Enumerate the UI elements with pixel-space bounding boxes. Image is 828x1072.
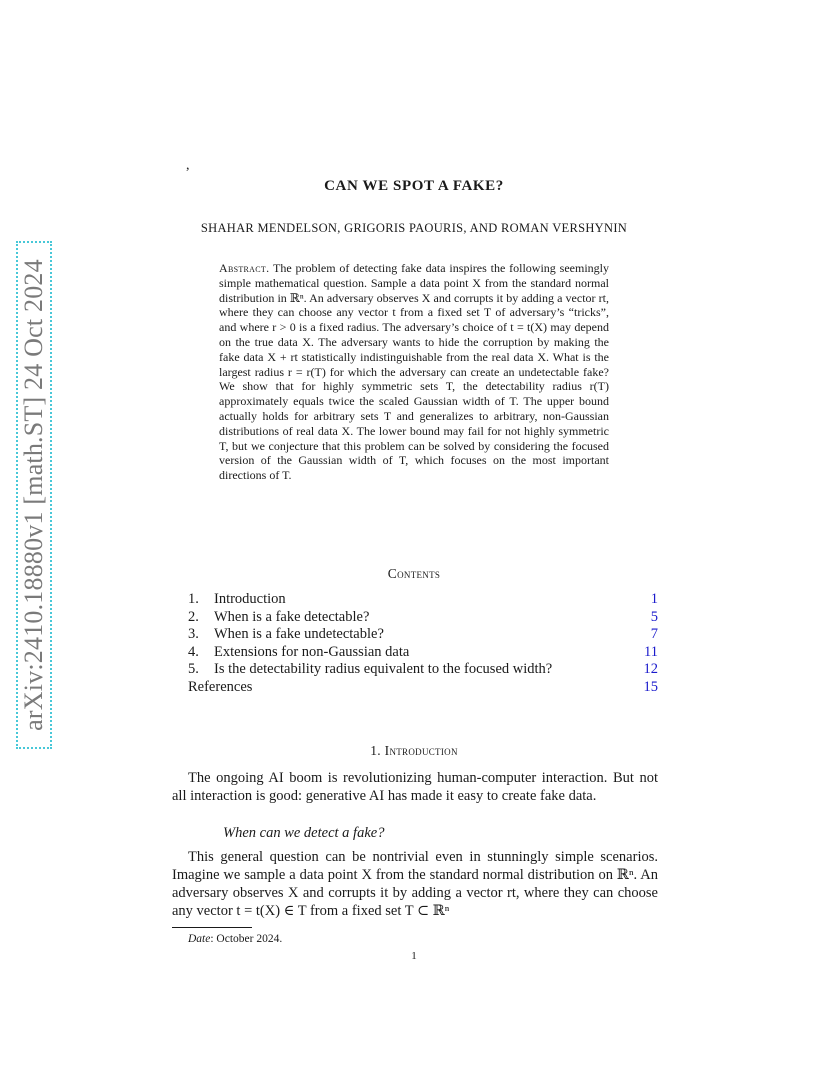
paper-authors: SHAHAR MENDELSON, GRIGORIS PAOURIS, AND ROMAN VERSHYNIN [200, 221, 628, 235]
toc-label: Introduction [214, 591, 286, 607]
toc-label: When is a fake detectable? [214, 608, 370, 625]
section-title: Introduction [384, 743, 458, 758]
intro-question: When can we detect a fake? [223, 825, 385, 841]
toc-page-link[interactable]: 15 [643, 678, 658, 695]
abstract [219, 261, 609, 483]
toc-label: Extensions for non-Gaussian data [214, 643, 410, 660]
toc-page-link[interactable]: 1 [650, 591, 658, 607]
toc-number: 2. [188, 608, 199, 625]
toc-label: When is a fake undetectable? [214, 626, 384, 643]
toc-item[interactable] [188, 609, 658, 627]
toc-number: 3. [188, 626, 199, 643]
toc-page-link[interactable]: 7 [650, 626, 658, 643]
stray-mark: , [186, 158, 190, 173]
arxiv-stamp: arXiv:2410.18880v1 [math.ST] 24 Oct 2024 [19, 259, 48, 731]
footnote-rule [172, 927, 252, 928]
contents-heading: Contents [387, 566, 441, 581]
toc-item[interactable] [188, 679, 658, 697]
paper-title: CAN WE SPOT A FAKE? [324, 178, 504, 194]
toc-item[interactable] [188, 661, 658, 679]
toc-page-link[interactable]: 12 [643, 661, 658, 678]
table-of-contents [188, 591, 658, 697]
section-heading [0, 743, 828, 759]
footnote-label: Date [188, 933, 211, 945]
footnote [188, 933, 282, 945]
toc-item[interactable] [188, 626, 658, 644]
toc-page-link[interactable]: 11 [644, 643, 658, 660]
toc-page-link[interactable]: 5 [650, 608, 658, 625]
toc-label: References [188, 678, 253, 695]
abstract-heading: Abstract. [219, 261, 270, 275]
toc-item[interactable] [188, 591, 658, 609]
toc-item[interactable] [188, 644, 658, 662]
footnote-text: : October 2024. [210, 933, 283, 945]
toc-number: 4. [188, 643, 199, 660]
section-number: 1. [370, 743, 381, 758]
page-number: 1 [411, 950, 417, 962]
toc-number: 1. [188, 591, 199, 607]
toc-label: Is the detectability radius equivalent to the focused width? [214, 661, 553, 678]
abstract-text: The problem of detecting fake data inspires the following seemingly simple mathematical question. Sample a data point X from the standard normal distribution in ℝⁿ. An adversary observes X and corrupts it by adding a vector rt, where they can choose any vector t from a fixed set T of adversary’s “tricks”, and where r > 0 is a fixed radius. The adversary’s choice of t = t(X) may depend on the true data X. The adversary wants to hide the corruption by making the fake data X + rt statistically indistinguishable from the real data X. What is the largest radius r = r(T) for which the adversary can create an undetectable fake? We show that for highly symmetric sets T, the detectability radius r(T) approximately equals twice the scaled Gaussian width of T. The upper bound actually holds for arbitrary sets T and generalizes to arbitrary, non-Gaussian distributions of real data X. The lower bound may fail for not highly symmetric T, but we conjecture that this problem can be solved by considering the focused version of the Gaussian width of T, which focuses on the most important directions of T. [219, 261, 609, 483]
intro-paragraph-1: The ongoing AI boom is revolutionizing human-computer interaction. But not all interaction is good: generative AI has made it easy to create fake data. [172, 770, 658, 804]
toc-number: 5. [188, 661, 199, 678]
intro-paragraph-2: This general question can be nontrivial even in stunningly simple scenarios. Imagine we sample a data point X from the standard normal distribution on ℝⁿ. An adversary observes X and corrupts it by adding a vector rt, where they can choose any vector t = t(X) ∈ T from a fixed set T ⊂ ℝⁿ [172, 849, 658, 919]
